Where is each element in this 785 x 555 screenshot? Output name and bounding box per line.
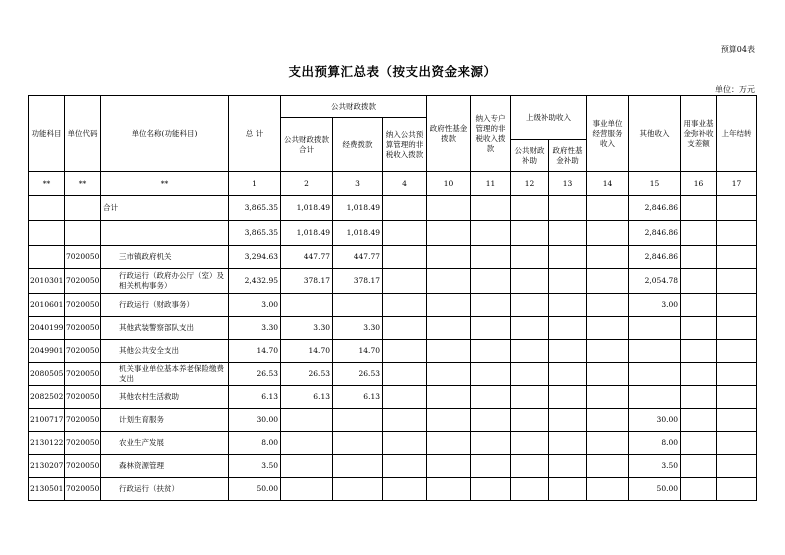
- unit-name-cell: 其他公共安全支出: [101, 340, 229, 363]
- total-cell: 8.00: [229, 432, 281, 455]
- special-nontax-cell: [471, 196, 511, 221]
- public-subsidy-cell: [511, 455, 549, 478]
- table-row: [29, 317, 757, 340]
- public-finance-total-cell: 3.30: [281, 317, 333, 340]
- gov-fund-subsidy-cell: [549, 246, 587, 269]
- unit-code-cell: 7020050: [65, 455, 101, 478]
- index-cell: 11: [471, 172, 511, 196]
- header-public-finance-total: 公共财政拨款合计: [281, 118, 333, 172]
- public-subsidy-cell: [511, 478, 549, 501]
- special-nontax-cell: [471, 363, 511, 386]
- index-cell: 3: [333, 172, 383, 196]
- operating-cell: [333, 294, 383, 317]
- operating-income-cell: [587, 363, 629, 386]
- unit-name-cell: 森林资源管理: [101, 455, 229, 478]
- special-nontax-cell: [471, 317, 511, 340]
- form-number: 预算04表: [720, 45, 755, 54]
- table-row: [29, 269, 757, 294]
- gov-fund-subsidy-cell: [549, 196, 587, 221]
- unit-label: 单位：万元: [715, 85, 755, 94]
- unit-name-cell: 农业生产发展: [101, 432, 229, 455]
- carryover-cell: [717, 478, 757, 501]
- total-cell: 3.00: [229, 294, 281, 317]
- public-finance-total-cell: 14.70: [281, 340, 333, 363]
- table-row: [29, 455, 757, 478]
- index-cell: 4: [383, 172, 427, 196]
- total-cell: 3.30: [229, 317, 281, 340]
- table-row: [29, 409, 757, 432]
- other-income-cell: 3.00: [629, 294, 681, 317]
- public-finance-total-cell: [281, 478, 333, 501]
- total-cell: 3,865.35: [229, 221, 281, 246]
- func-code-cell: 2080505: [29, 363, 65, 386]
- gov-fund-cell: [427, 269, 471, 294]
- func-code-cell: [29, 246, 65, 269]
- fund-balance-cell: [681, 386, 717, 409]
- header-superior-subsidy: 上级补助收入: [511, 96, 587, 140]
- gov-fund-subsidy-cell: [549, 294, 587, 317]
- func-code-cell: 2082502: [29, 386, 65, 409]
- header-func-code: 功能科目: [29, 96, 65, 172]
- gov-fund-subsidy-cell: [549, 386, 587, 409]
- carryover-cell: [717, 294, 757, 317]
- header-public-finance: 公共财政拨款: [281, 96, 427, 118]
- gov-fund-cell: [427, 363, 471, 386]
- table-row: [29, 246, 757, 269]
- public-finance-total-cell: 1,018.49: [281, 196, 333, 221]
- operating-cell: 26.53: [333, 363, 383, 386]
- other-income-cell: 2,846.86: [629, 196, 681, 221]
- gov-fund-subsidy-cell: [549, 432, 587, 455]
- index-cell: 13: [549, 172, 587, 196]
- carryover-cell: [717, 221, 757, 246]
- public-subsidy-cell: [511, 317, 549, 340]
- special-nontax-cell: [471, 432, 511, 455]
- fund-balance-cell: [681, 455, 717, 478]
- special-nontax-cell: [471, 455, 511, 478]
- public-subsidy-cell: [511, 386, 549, 409]
- operating-income-cell: [587, 409, 629, 432]
- index-cell: 17: [717, 172, 757, 196]
- unit-name-cell: 合计: [101, 196, 229, 221]
- gov-fund-subsidy-cell: [549, 363, 587, 386]
- operating-cell: 1,018.49: [333, 196, 383, 221]
- index-cell: 16: [681, 172, 717, 196]
- other-income-cell: 8.00: [629, 432, 681, 455]
- public-subsidy-cell: [511, 269, 549, 294]
- carryover-cell: [717, 409, 757, 432]
- fund-balance-cell: [681, 196, 717, 221]
- header-public-subsidy: 公共财政补助: [511, 140, 549, 172]
- index-cell: **: [65, 172, 101, 196]
- public-subsidy-cell: [511, 432, 549, 455]
- public-finance-total-cell: [281, 409, 333, 432]
- unit-code-cell: 7020050: [65, 317, 101, 340]
- public-subsidy-cell: [511, 246, 549, 269]
- header-fund-balance: 用事业基金弥补收支差额: [681, 96, 717, 172]
- budget-nontax-cell: [383, 478, 427, 501]
- public-subsidy-cell: [511, 294, 549, 317]
- total-cell: 2,432.95: [229, 269, 281, 294]
- index-cell: 1: [229, 172, 281, 196]
- operating-income-cell: [587, 478, 629, 501]
- operating-cell: 14.70: [333, 340, 383, 363]
- fund-balance-cell: [681, 432, 717, 455]
- func-code-cell: [29, 196, 65, 221]
- other-income-cell: 2,846.86: [629, 221, 681, 246]
- header-unit-name: 单位名称(功能科目): [101, 96, 229, 172]
- unit-code-cell: 7020050: [65, 340, 101, 363]
- unit-code-cell: 7020050: [65, 294, 101, 317]
- special-nontax-cell: [471, 269, 511, 294]
- operating-income-cell: [587, 246, 629, 269]
- gov-fund-cell: [427, 221, 471, 246]
- carryover-cell: [717, 269, 757, 294]
- page-title: 支出预算汇总表（按支出资金来源）: [288, 64, 497, 79]
- carryover-cell: [717, 196, 757, 221]
- special-nontax-cell: [471, 340, 511, 363]
- unit-name-cell: 计划生育服务: [101, 409, 229, 432]
- unit-name-cell: 三市镇政府机关: [101, 246, 229, 269]
- gov-fund-subsidy-cell: [549, 455, 587, 478]
- other-income-cell: [629, 340, 681, 363]
- total-cell: 50.00: [229, 478, 281, 501]
- header-gov-fund: 政府性基金拨款: [427, 96, 471, 172]
- special-nontax-cell: [471, 246, 511, 269]
- budget-nontax-cell: [383, 455, 427, 478]
- gov-fund-cell: [427, 294, 471, 317]
- gov-fund-subsidy-cell: [549, 340, 587, 363]
- operating-income-cell: [587, 196, 629, 221]
- carryover-cell: [717, 432, 757, 455]
- gov-fund-cell: [427, 478, 471, 501]
- unit-name-cell: [101, 221, 229, 246]
- gov-fund-cell: [427, 409, 471, 432]
- unit-code-cell: 7020050: [65, 409, 101, 432]
- unit-code-cell: 7020050: [65, 269, 101, 294]
- header-operating: 经费拨款: [333, 118, 383, 172]
- operating-cell: [333, 409, 383, 432]
- header-carryover: 上年结转: [717, 96, 757, 172]
- operating-cell: 378.17: [333, 269, 383, 294]
- func-code-cell: 2010601: [29, 294, 65, 317]
- index-cell: **: [101, 172, 229, 196]
- header-operating-income: 事业单位经营服务收入: [587, 96, 629, 172]
- header-special-nontax: 纳入专户管理的非税收入拨款: [471, 96, 511, 172]
- index-cell: 2: [281, 172, 333, 196]
- operating-income-cell: [587, 340, 629, 363]
- other-income-cell: 2,846.86: [629, 246, 681, 269]
- header-gov-fund-subsidy: 政府性基金补助: [549, 140, 587, 172]
- carryover-cell: [717, 246, 757, 269]
- carryover-cell: [717, 363, 757, 386]
- gov-fund-subsidy-cell: [549, 409, 587, 432]
- func-code-cell: 2040199: [29, 317, 65, 340]
- operating-cell: 447.77: [333, 246, 383, 269]
- budget-nontax-cell: [383, 196, 427, 221]
- budget-nontax-cell: [383, 386, 427, 409]
- header-total: 总 计: [229, 96, 281, 172]
- unit-code-cell: [65, 221, 101, 246]
- operating-cell: 1,018.49: [333, 221, 383, 246]
- operating-cell: [333, 432, 383, 455]
- unit-code-cell: [65, 196, 101, 221]
- table-row: [29, 294, 757, 317]
- gov-fund-cell: [427, 246, 471, 269]
- header-other-income: 其他收入: [629, 96, 681, 172]
- table-row: [29, 363, 757, 386]
- public-subsidy-cell: [511, 409, 549, 432]
- header-rows: [29, 96, 757, 196]
- total-cell: 3.50: [229, 455, 281, 478]
- gov-fund-subsidy-cell: [549, 221, 587, 246]
- fund-balance-cell: [681, 294, 717, 317]
- table-row: [29, 340, 757, 363]
- fund-balance-cell: [681, 363, 717, 386]
- index-row: [29, 172, 757, 196]
- unit-name-cell: 行政运行（政府办公厅（室）及相关机构事务）: [101, 269, 229, 294]
- carryover-cell: [717, 317, 757, 340]
- public-subsidy-cell: [511, 221, 549, 246]
- budget-nontax-cell: [383, 269, 427, 294]
- unit-code-cell: 7020050: [65, 478, 101, 501]
- carryover-cell: [717, 455, 757, 478]
- gov-fund-cell: [427, 432, 471, 455]
- budget-nontax-cell: [383, 294, 427, 317]
- table-row: [29, 221, 757, 246]
- public-finance-total-cell: 378.17: [281, 269, 333, 294]
- fund-balance-cell: [681, 340, 717, 363]
- budget-nontax-cell: [383, 432, 427, 455]
- func-code-cell: 2130207: [29, 455, 65, 478]
- gov-fund-cell: [427, 455, 471, 478]
- gov-fund-subsidy-cell: [549, 317, 587, 340]
- total-cell: 3,294.63: [229, 246, 281, 269]
- operating-cell: [333, 478, 383, 501]
- index-cell: 10: [427, 172, 471, 196]
- gov-fund-cell: [427, 196, 471, 221]
- gov-fund-cell: [427, 317, 471, 340]
- data-rows: [29, 196, 757, 501]
- func-code-cell: 2130122: [29, 432, 65, 455]
- operating-income-cell: [587, 455, 629, 478]
- gov-fund-cell: [427, 386, 471, 409]
- operating-income-cell: [587, 386, 629, 409]
- table-row: [29, 196, 757, 221]
- carryover-cell: [717, 340, 757, 363]
- carryover-cell: [717, 386, 757, 409]
- special-nontax-cell: [471, 294, 511, 317]
- other-income-cell: 3.50: [629, 455, 681, 478]
- other-income-cell: [629, 317, 681, 340]
- other-income-cell: [629, 363, 681, 386]
- fund-balance-cell: [681, 269, 717, 294]
- gov-fund-cell: [427, 340, 471, 363]
- func-code-cell: [29, 221, 65, 246]
- table-row: [29, 432, 757, 455]
- public-finance-total-cell: [281, 432, 333, 455]
- unit-code-cell: 7020050: [65, 246, 101, 269]
- public-finance-total-cell: [281, 455, 333, 478]
- total-cell: 3,865.35: [229, 196, 281, 221]
- header-unit-code: 单位代码: [65, 96, 101, 172]
- operating-income-cell: [587, 221, 629, 246]
- func-code-cell: 2130501: [29, 478, 65, 501]
- public-finance-total-cell: 26.53: [281, 363, 333, 386]
- total-cell: 30.00: [229, 409, 281, 432]
- fund-balance-cell: [681, 409, 717, 432]
- unit-name-cell: 行政运行（财政事务）: [101, 294, 229, 317]
- unit-code-cell: 7020050: [65, 363, 101, 386]
- special-nontax-cell: [471, 221, 511, 246]
- table-row: [29, 386, 757, 409]
- operating-cell: 6.13: [333, 386, 383, 409]
- func-code-cell: 2100717: [29, 409, 65, 432]
- operating-income-cell: [587, 432, 629, 455]
- budget-nontax-cell: [383, 221, 427, 246]
- total-cell: 14.70: [229, 340, 281, 363]
- operating-income-cell: [587, 269, 629, 294]
- func-code-cell: 2049901: [29, 340, 65, 363]
- budget-nontax-cell: [383, 409, 427, 432]
- index-cell: 15: [629, 172, 681, 196]
- budget-nontax-cell: [383, 363, 427, 386]
- special-nontax-cell: [471, 478, 511, 501]
- public-finance-total-cell: 6.13: [281, 386, 333, 409]
- public-subsidy-cell: [511, 196, 549, 221]
- special-nontax-cell: [471, 386, 511, 409]
- gov-fund-subsidy-cell: [549, 478, 587, 501]
- unit-name-cell: 其他农村生活救助: [101, 386, 229, 409]
- budget-nontax-cell: [383, 246, 427, 269]
- budget-nontax-cell: [383, 340, 427, 363]
- operating-cell: [333, 455, 383, 478]
- fund-balance-cell: [681, 317, 717, 340]
- operating-income-cell: [587, 317, 629, 340]
- gov-fund-subsidy-cell: [549, 269, 587, 294]
- func-code-cell: 2010301: [29, 269, 65, 294]
- other-income-cell: 30.00: [629, 409, 681, 432]
- index-cell: 14: [587, 172, 629, 196]
- fund-balance-cell: [681, 221, 717, 246]
- fund-balance-cell: [681, 478, 717, 501]
- public-finance-total-cell: 447.77: [281, 246, 333, 269]
- index-cell: **: [29, 172, 65, 196]
- operating-cell: 3.30: [333, 317, 383, 340]
- unit-code-cell: 7020050: [65, 386, 101, 409]
- unit-name-cell: 行政运行（扶贫）: [101, 478, 229, 501]
- other-income-cell: 2,054.78: [629, 269, 681, 294]
- public-finance-total-cell: 1,018.49: [281, 221, 333, 246]
- unit-code-cell: 7020050: [65, 432, 101, 455]
- budget-table: [28, 95, 757, 501]
- table-row: [29, 478, 757, 501]
- public-subsidy-cell: [511, 340, 549, 363]
- public-finance-total-cell: [281, 294, 333, 317]
- operating-income-cell: [587, 294, 629, 317]
- fund-balance-cell: [681, 246, 717, 269]
- public-subsidy-cell: [511, 363, 549, 386]
- budget-nontax-cell: [383, 317, 427, 340]
- total-cell: 26.53: [229, 363, 281, 386]
- index-cell: 12: [511, 172, 549, 196]
- unit-name-cell: 机关事业单位基本养老保险缴费支出: [101, 363, 229, 386]
- other-income-cell: 50.00: [629, 478, 681, 501]
- total-cell: 6.13: [229, 386, 281, 409]
- other-income-cell: [629, 386, 681, 409]
- special-nontax-cell: [471, 409, 511, 432]
- unit-name-cell: 其他武装警察部队支出: [101, 317, 229, 340]
- header-budget-nontax: 纳入公共预算管理的非税收入拨款: [383, 118, 427, 172]
